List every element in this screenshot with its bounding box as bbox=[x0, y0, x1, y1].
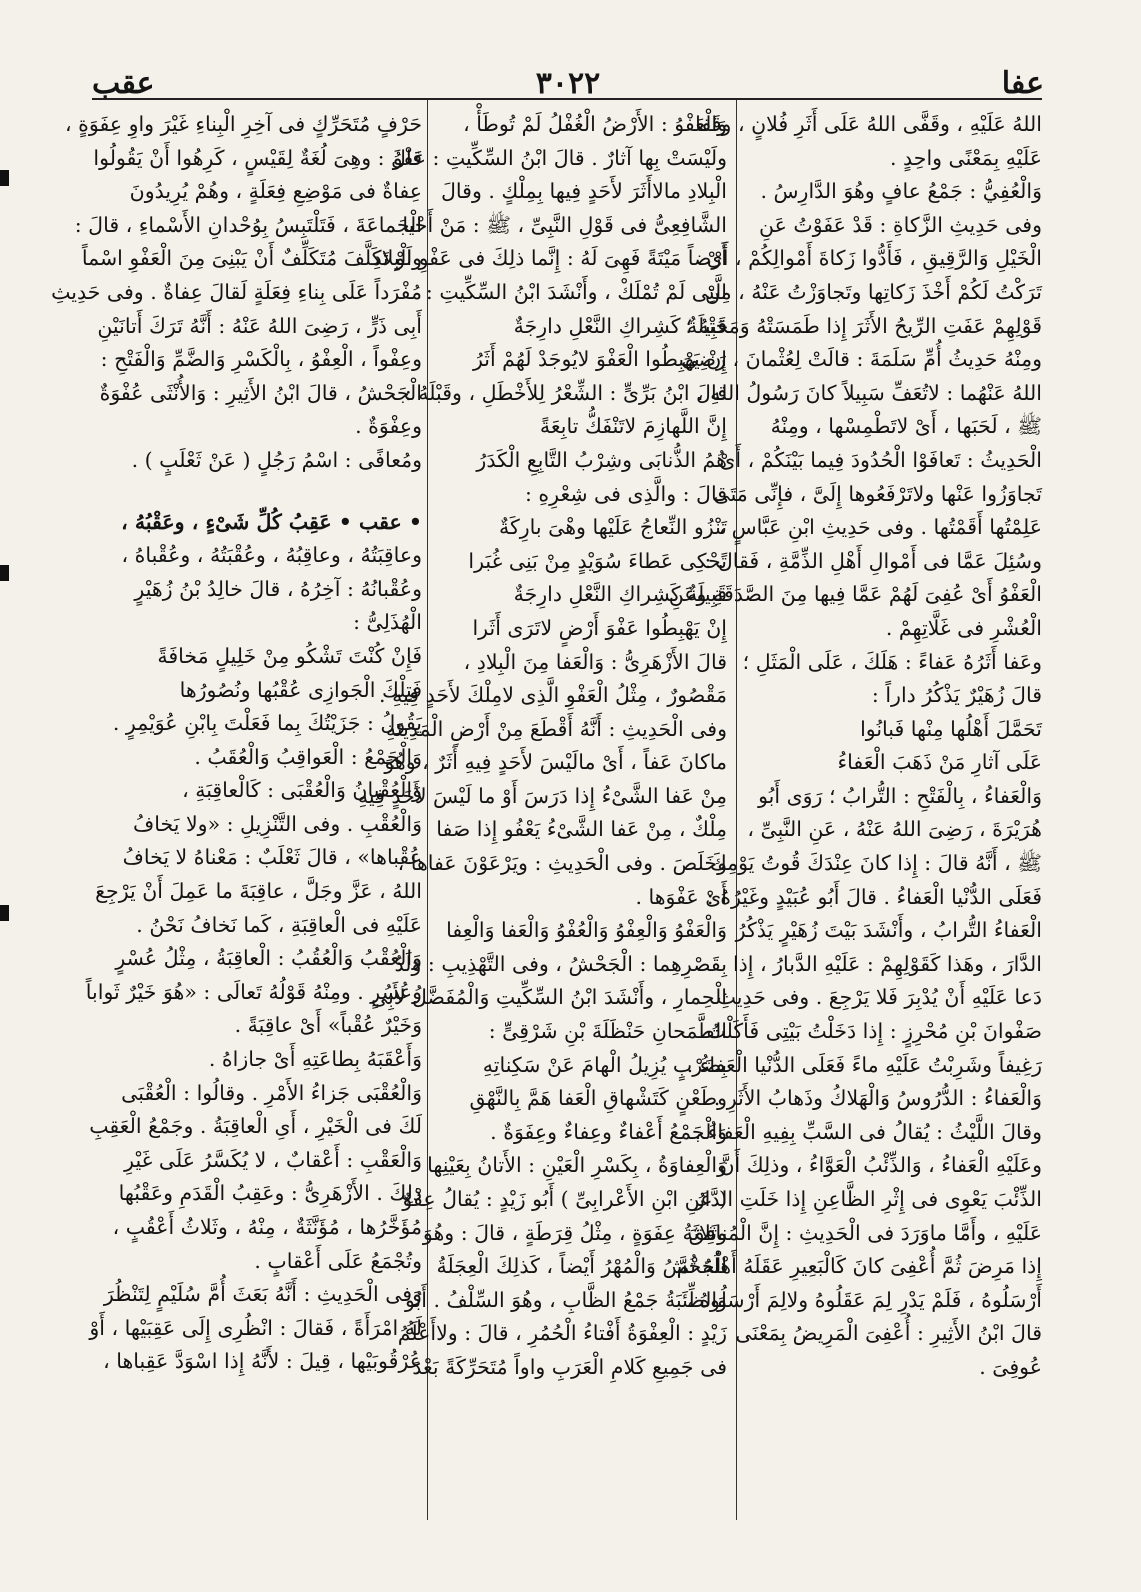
text-line: ولَيْسَتْ بِها آثارٌ . قالَ ابْنُ السِّكِّيتِ : عَفْوُ bbox=[392, 145, 727, 170]
text-line: وعِفْوَةٌ . bbox=[355, 414, 422, 439]
text-line: إِنْ يَهْبِطُوا الْعَفْوَ لايُوجَدْ لَهُمْ أَثَرُ bbox=[472, 347, 727, 372]
text-line: رَغِيفاً وشَرِبْتُ عَلَيْهِ ماءً فَعَلَى الدُّنْيا الْعَفاءُ . bbox=[686, 1052, 1042, 1077]
text-line: الدَّارَ ، وهَذا كَقَوْلِهِمْ : عَلَيْهِ الدَّبارُ ، إِذا bbox=[732, 951, 1042, 976]
text-line: فَعَلَى الدُّنْيا الْعَفاءُ . قالَ أَبُو عُبَيْدٍ وغَيْرُهُ : bbox=[706, 884, 1042, 909]
text-line: تَنْزُو النِّعاجُ عَلَيْها وهْىَ بارِكَةٌ bbox=[499, 515, 727, 540]
text-line: الطَّمَحانِ حَنْظَلَةَ بْنِ شَرْقِىٍّ : bbox=[488, 1019, 727, 1044]
text-line: وعُسُرٍ . ومِنْهُ قَوْلُهُ تَعالَى : «هُوَ خَيْرٌ ثَواباً bbox=[85, 979, 422, 1004]
text-line: وطَعْنٍ كَتَشْهاقِ الْعَفا هَمَّ بِالنَّهْقِ bbox=[469, 1086, 727, 1111]
text-line: قَبِيلَةٌ كَشِراكِ النَّعْلِ دارِجَةٌ bbox=[513, 313, 727, 338]
text-line: مِلْكٌ ، مِنْ عَفا الشَّىْءُ يَعْفُو إِذا صَفا bbox=[436, 817, 727, 842]
text-line: وعُقْبانُهُ : آخِرُهُ ، قالَ خالِدُ بْنُ زُهَيْرٍ bbox=[134, 576, 422, 601]
text-line: عَلِمْتُها أَقَمْتُها . وفى حَدِيثِ ابْنِ عَبَّاسٍ ، bbox=[718, 515, 1042, 540]
text-line: الْجَحْشُ ، قالَ ابْنُ الأَثِيرِ : وَالأُنْثَى عُفْوَةٌ bbox=[99, 380, 422, 405]
text-line: • عقب • عَقِبُ كُلِّ شَىْءٍ ، وعَقْبُهُ ، bbox=[121, 509, 422, 534]
text-line: زَيْدٍ : الْعِفْوَةُ أَفْتاءُ الْحُمُرِ ، قالَ : ولاأَعْلَمُ bbox=[397, 1321, 727, 1346]
text-line: أَرْسَلُوهُ ، فَلَمْ يَدْرِ لِمَ عَقَلُوهُ ولالِمَ أَرْسَلُوهُ ، bbox=[686, 1287, 1042, 1312]
text-line: بِقَصْرِهِما : الْجَحْشُ ، وفى التَّهْذِيبِ : وَلَدُ bbox=[394, 951, 727, 976]
text-line: الْحَدِيثُ : تَعافَوْا الْحُدُودَ فِيما بَيْنَكُمْ ، أَىْ bbox=[719, 447, 1042, 472]
text-line: وَالْعُقْبانُ وَالْعُقْبَى : كَالْعاقِبَةِ ، bbox=[182, 778, 422, 803]
binding-mark bbox=[0, 170, 9, 186]
text-line: وسُئِلَ عَمَّا فى أَمْوالِ أَهْلِ الذِّمَّةِ ، فَقالَ : bbox=[704, 548, 1042, 573]
text-line: قَوْلِهِمْ عَفَتِ الرِّيحُ الأَثَرَ إِذا طَمَسَتْهُ وَمَحَتْهُ ؛ bbox=[685, 313, 1042, 338]
text-line: وَالظِّئَبَةُ جَمْعُ الظَّابِ ، وهُوَ السِّلْفُ . أَبُو bbox=[404, 1287, 727, 1312]
text-line: وفى الْحَدِيثِ : أَنَّهُ أَقْطَعَ مِنْ أَرْضِ الْمَدِينَةِ bbox=[385, 716, 727, 741]
text-line: اللهُ عَنْهُما : لاتُعَفِّ سَبِيلاً كانَ رَسُولُ اللهِ ، bbox=[697, 380, 1042, 405]
text-line: وعِفْواً ، الْعِفْوُ ، بِالْكَسْرِ وَالضَّمِّ وَالْفَتْحِ : bbox=[100, 347, 422, 372]
text-line: مُؤَخَّرُها ، مُؤَنَّثَةٌ ، مِنْهُ ، وثَلاثُ أَعْقُبٍ ، bbox=[112, 1215, 422, 1239]
text-line: وعاقِبَتُهُ ، وعاقِبُهُ ، وعُقْبَتُهُ ، وعُقْباهُ ، bbox=[121, 543, 422, 568]
text-line: إِذا مَرِضَ ثُمَّ أُعْفِىَ كانَ كَالْبَعِيرِ عَقَلَهُ أَهْلُهُ ثُمَّ bbox=[676, 1254, 1042, 1279]
text-line: وقالَ اللَّيْثُ : يُقالُ فى السَّبِّ بِفِيهِ الْعَفاءُ ، bbox=[694, 1119, 1042, 1144]
text-line: فى جَمِيعِ كَلامِ الْعَرَبِ واواً مُتَحَرِّكَةً بَعْدَ bbox=[412, 1354, 727, 1379]
text-line: مَقْصُورٌ ، مِثْلُ الْعَفْوِ الَّذِى لامِلْكَ لأَحَدٍ فِيهِ . bbox=[379, 683, 727, 708]
text-line: وَالْعَفاءُ : الدُّرُوسُ وَالْهَلاكُ وذَهابُ الأَثَرِ . bbox=[713, 1086, 1042, 1111]
text-line: ( عَنِ ابْنِ الأَعْرابِىِّ ) أَبُو زَيْدٍ : يُقالُ عِفْوٌ bbox=[402, 1187, 727, 1211]
text-line: الشَّافِعِىُّ فى قَوْلِ النَّبِىِّ ، ﷺ : مَنْ أَحْيا bbox=[402, 212, 727, 237]
text-line: الْعُشْرِ فى غَلَّاتِهِمْ . bbox=[885, 615, 1042, 640]
text-line: الَّتِى لَمْ تُمْلَكْ ، وأَنْشَدَ ابْنُ السِّكِّيتِ : bbox=[425, 279, 727, 304]
text-line: الْهُذَلِىُّ : bbox=[353, 610, 422, 635]
right-running-headword: عفا bbox=[1001, 66, 1044, 101]
text-line: الْعَفْوُ أَىْ عُفِىَ لَهُمْ عَمَّا فِيها مِنَ الصَّدَقَةِ وعَنِ bbox=[668, 582, 1042, 607]
text-line: ومِنْهُ حَدِيثُ أُمِّ سَلَمَةَ : قالَتْ لِعُثْمانَ ، رَضِىَ bbox=[681, 347, 1042, 372]
text-line: قالَ الأَزْهَرِىُّ : وَالْعَفا مِنَ الْبِلادِ ، bbox=[463, 649, 727, 674]
text-line bbox=[92, 478, 422, 506]
text-line: ﷺ ، أَنَّهُ قالَ : إِذا كانَ عِنْدَكَ قُوتُ يَوْمِكَ bbox=[709, 851, 1042, 876]
text-line: اللهُ عَلَيْهِ ، وقَفَّى اللهُ عَلَى أَثَرِ فُلانٍ ، وقَفا bbox=[695, 112, 1042, 136]
text-line: ماكانَ عَفاً ، أَىْ مالَيْسَ لأَحَدٍ فِيهِ أَثَرٌ ، وهُوَ bbox=[384, 750, 727, 775]
text-line: اللهُ ، عَزَّ وجَلَّ ، عاقِبَةَ ما عَمِلَ أَنْ يَرْجِعَ bbox=[95, 879, 422, 904]
text-line: تَجاوَزُوا عَنْها ولاتَرْفَعُوها إِلَىَّ ، فإِنِّى مَتَى bbox=[713, 481, 1042, 506]
text-line: وَالْعَقْبِ : أَعْقابٌ ، لا يُكَسَّرُ عَلَى غَيْرِ bbox=[124, 1147, 422, 1172]
text-line: وَأَعْقَبَهُ بِطاعَتِهِ أَىْ جازاهُ . bbox=[208, 1047, 422, 1072]
text-line: قالَ : والَّذِى فى شِعْرِهِ : bbox=[525, 481, 727, 506]
text-line: أَىْ عَفْوَها . bbox=[635, 884, 727, 909]
text-line: ومُعافًى : اسْمُ رَجُلٍ ( عَنْ ثَعْلَبٍ ) . bbox=[131, 447, 422, 472]
text-line: عَلَيْهِ بِمَعْنًى واحِدٍ . bbox=[889, 145, 1042, 170]
text-line: تَحَمَّلَ أَهْلُها مِنْها فَبانُوا bbox=[860, 716, 1042, 741]
text-line: وثَلاثَةُ عِفَوَةٍ ، مِثْلُ قِرَطَةٍ ، قالَ : وهُوَ bbox=[422, 1220, 727, 1245]
text-line: هُمُ الذُّنابَى وشِرْبُ التَّابِعِ الْكَدَرُ bbox=[476, 447, 727, 472]
header-rule bbox=[92, 98, 1042, 100]
text-line: عُقْباها» ، قالَ ثَعْلَبٌ : مَعْناهُ لا يَخافُ bbox=[122, 845, 422, 870]
text-line: أَبِى ذَرٍّ ، رَضِىَ اللهُ عَنْهُ : أَنَّهُ تَرَكَ أَتانَيْنِ bbox=[97, 313, 422, 338]
text-line: وخَلَصَ . وفى الْحَدِيثِ : ويَرْعَوْنَ عَفاها ، bbox=[397, 851, 727, 876]
text-line: يَقُولُ : جَزَيْتُكَ بِما فَعَلْتَ بِابْنِ عُوَيْمِرٍ . bbox=[112, 711, 422, 736]
text-line: وَفى الْحَدِيثِ : أَنَّهُ بَعَثَ أُمَّ سُلَيْمٍ لِتَنْظُرَ bbox=[103, 1282, 422, 1307]
text-line: وَالْعُقْبُ وَالْعُقُبُ : الْعاقِبَةُ ، مِثْلُ عُسْرٍ bbox=[115, 946, 422, 971]
text-line: إِنْ يَهْبِطُوا عَفْوَ أَرْضٍ لاتَرَى أَثَرا bbox=[472, 615, 727, 640]
text-line: الْعَفاءُ التُّرابُ ، وأَنْشَدَ بَيْتَ زُهَيْرٍ يَذْكُرُ bbox=[735, 918, 1042, 943]
text-line: لَهُ امْرَأَةً ، فَقالَ : انْظُرِى إِلَى عَقِبَيْها ، أَوْ bbox=[89, 1315, 422, 1340]
text-line: أَرْضاً مَيْتَةً فَهِىَ لَهُ : إِنَّما ذلِكَ فى عَفْوِ الْبِلادِ bbox=[372, 246, 727, 271]
text-line: وَالْعَفاءُ ، بِالْفَتْحِ : التُّرابُ ؛ رَوَى أَبُو bbox=[758, 783, 1042, 808]
text-line: عَلَى آثارِ مَنْ ذَهَبَ الْعَفاءُ bbox=[837, 750, 1042, 775]
text-line: عُرْقُوبَيْها ، قِيلَ : لأَنَّهُ إِذا اسْوَدَّ عَقِباها ، bbox=[103, 1349, 422, 1374]
text-line: الْحِمارِ ، وأَنْشَدَ ابْنُ السِّكِّيتِ وَالْمُفَضَّلُ لأَبِى bbox=[371, 985, 727, 1010]
text-line: وَالْجَمْعُ أَعْفاءٌ وعِفاءٌ وعِفَوَةٌ . bbox=[490, 1119, 727, 1144]
text-line: الْجَماعَةَ ، فَتَلْتَبِسُ بِوُحْدانِ الأَسْماءِ ، قالَ : bbox=[74, 212, 422, 237]
text-line: الْجَحْشُ وَالْمُهْرُ أَيْضاً ، كَذلِكَ الْعِجَلَةُ bbox=[436, 1254, 727, 1279]
text-line: فَإِنْ كُنْتَ تَشْكُو مِنْ خَلِيلٍ مَخافَةً bbox=[157, 643, 422, 668]
text-line: قالَ : وهِىَ لُغَةٌ لِقَيْسٍ ، كَرِهُوا أَنْ يَقُولُوا bbox=[93, 145, 422, 170]
text-line: وَالْعُفِيُّ : جَمْعُ عافٍ وهُوَ الدَّارِسُ . bbox=[760, 179, 1042, 204]
text-line: الْبِلادِ مالاأَثَرَ لأَحَدٍ فِيها بِمِلْكٍ . وقالَ bbox=[441, 179, 727, 204]
column-left bbox=[51, 108, 422, 1379]
text-line: وَالْعُقْبَى جَزاءُ الأَمْرِ . وقالُوا : الْعُقْبَى bbox=[121, 1080, 422, 1105]
text-line: دَعا عَلَيْهِ أَنْ يُدْبِرَ فَلا يَرْجِعَ . وفى حَدِيثِ bbox=[716, 985, 1042, 1010]
text-line: ذلِكَ . الأَزْهَرِىُّ : وعَقِبُ الْقَدَمِ وعَقْبُها bbox=[118, 1181, 422, 1206]
text-line: عَلَيْهِ ، وأَمَّا ماوَرَدَ فى الْحَدِيثِ : إِنَّ الْمُنافِقَ bbox=[688, 1220, 1042, 1245]
text-line: قالَ ابْنُ بَرِّىٍّ : الشِّعْرُ لِلأَخْطَلِ ، وقَبْلَهُ : bbox=[404, 380, 727, 405]
text-line: وعَلَيْهِ الْعَفاءُ ، وَالذِّئْبُ الْعَوَّاءُ ، وذلِكَ أَنَّ bbox=[719, 1153, 1042, 1178]
text-line: وَالْعِفاوَةُ ، بِكَسْرِ الْعَيْنِ : الأَتانُ بِعَيْنِها bbox=[427, 1153, 727, 1178]
text-line: تَحْكِى عَطاءَ سُوَيْدٍ مِنْ بَنِى غُبَرا bbox=[468, 548, 727, 573]
text-line: وَالْجَمْعُ : الْعَواقِبُ وَالْعُقَبُ . bbox=[194, 744, 422, 769]
text-line: تَرَكْتُ لَكُمْ أَخْذَ زَكاتِها وتَجاوَزْتُ عَنْهُ ، مِنْ bbox=[705, 279, 1042, 304]
text-line: ولَوْ تَكَلَّفَ مُتَكَلِّفٌ أَنْ يَبْنِىَ مِنَ الْعَفْوِ اسْماً bbox=[81, 246, 422, 271]
binding-mark bbox=[0, 565, 9, 581]
left-running-headword: عقب bbox=[92, 66, 155, 101]
text-line: مِنْ عَفا الشَّىْءُ إِذا دَرَسَ أَوْ ما لَيْسَ لأَحَدٍ فِيهِ bbox=[357, 783, 727, 808]
text-line: وَالْعَفْوُ وَالْعِفْوُ وَالْعُفْوُ وَالْعَفا وَالْعِفا bbox=[446, 918, 727, 943]
text-line: حَرْفٍ مُتَحَرِّكٍ فى آخِرِ الْبِناءِ غَيْرَ واوِ عِفَوَةٍ ، bbox=[65, 112, 422, 136]
text-line: الذِّئْبَ يَعْوِى فى إِثْرِ الظَّاعِنِ إِذا خَلَتِ الدَّارُ bbox=[694, 1187, 1042, 1211]
text-line: عُوفِىَ . bbox=[979, 1354, 1042, 1379]
text-line: وَخَيْرٌ عُقْباً» أَىْ عاقِبَةً . bbox=[234, 1013, 422, 1038]
page-number: ٣٠٢٢ bbox=[535, 66, 601, 101]
text-line: صَفْوانَ بْنِ مُحْرِزٍ : إِذا دَخَلْتُ بَيْتِى فَأَكَلْتُ bbox=[706, 1019, 1042, 1044]
text-line: وتُجْمَعُ عَلَى أَعْقابٍ . bbox=[254, 1248, 422, 1273]
text-line: قَبِيلَةٌ كَشِراكِ النَّعْلِ دارِجَةٌ bbox=[513, 582, 727, 607]
text-line: الْخَيْلِ وَالرَّقِيقِ ، فَأَدُّوا زَكاةَ أَمْوالِكُمْ ، أَىْ bbox=[706, 246, 1042, 271]
text-line: فَتِلْكَ الْجَوازِى عُقْبُها ونُصُورُها bbox=[179, 677, 422, 702]
text-line: هُرَيْرَةَ ، رَضِىَ اللهُ عَنْهُ ، عَنِ النَّبِىِّ ، bbox=[747, 817, 1042, 842]
text-line: وفى حَدِيثِ الزَّكاةِ : قَدْ عَفَوْتُ عَنِ bbox=[759, 212, 1042, 237]
text-line: قالَ زُهَيْرٌ يَذْكُرُ داراً : bbox=[871, 683, 1042, 708]
text-line: بِضَرْبٍ يُزِيلُ الْهامَ عَنْ سَكِناتِهِ bbox=[482, 1052, 727, 1077]
text-line: عِفاةٌ فى مَوْضِعِ فِعَلَةٍ ، وهُمْ يُرِيدُونَ bbox=[129, 179, 422, 204]
text-line: عَلَيْهِ فى الْعاقِبَةِ ، كَما نَخافُ نَحْنُ . bbox=[136, 912, 422, 937]
text-line: وَالْعُقْبِ . وفى التَّنْزِيلِ : «ولا يَخافُ bbox=[133, 811, 422, 836]
text-line: لَكَ فى الْخَيْرِ ، أَىِ الْعاقِبَةُ . وجَمْعُ الْعَقِبِ bbox=[89, 1114, 422, 1139]
text-line: ﷺ ، لَحَبَها ، أَىْ لاتَطْمِسْها ، ومِنْهُ bbox=[770, 414, 1042, 439]
text-line: قالَ ابْنُ الأَثِيرِ : أُعْفِىَ الْمَرِيضُ بِمَعْنَى bbox=[735, 1321, 1042, 1346]
text-line: مُفْرَداً عَلَى بِناءِ فِعَلَةٍ لَقالَ عِفاةٌ . وفى حَدِيثِ bbox=[51, 279, 422, 304]
text-line: إِنَّ اللَّهازِمَ لاتَنْفَكُّ تابِعَةً bbox=[539, 414, 727, 439]
text-line: وعَفا أَثَرُهُ عَفاءً : هَلَكَ ، عَلَى الْمَثَلِ ؛ bbox=[742, 649, 1042, 674]
binding-mark bbox=[0, 905, 9, 921]
text-line: وَالْعَفْوُ : الأَرْضُ الْغُفْلُ لَمْ تُوطَأْ ، bbox=[463, 112, 727, 136]
